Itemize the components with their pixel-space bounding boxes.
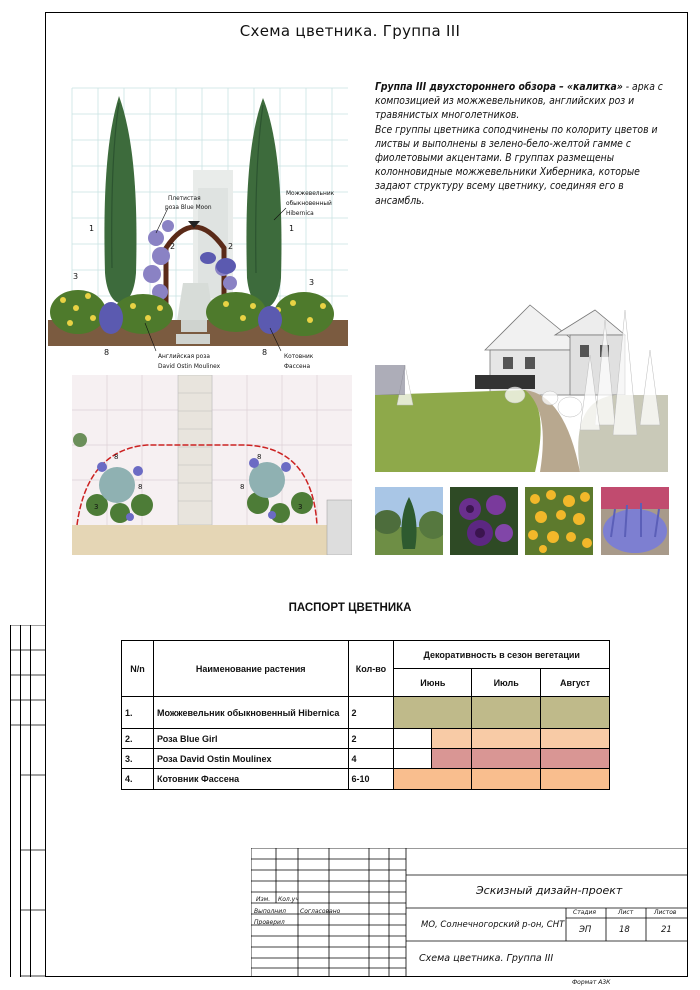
passport-title: ПАСПОРТ ЦВЕТНИКА bbox=[288, 602, 412, 614]
description-lead: Группа III двухстороннего обзора – «калитка» bbox=[375, 81, 623, 93]
season-july-cell bbox=[472, 749, 541, 769]
photo-cotoneaster bbox=[601, 487, 669, 555]
stamp-list: 18 bbox=[619, 925, 630, 935]
header-season: Декоративность в сезон вегетации bbox=[394, 641, 610, 669]
description-paragraph: Все группы цветника соподчинены по колориту цветов и листвы и выполнены в зелено-бело-желтой гамме с фиолетовыми акцентами. В группах размещены колонновидные можжевельники Хиберника, которые задают структуру всему цветнику, соединяя его в ансамбль. bbox=[375, 123, 658, 207]
label-cotoneaster: Котовник bbox=[284, 352, 314, 360]
number-1-left: 1 bbox=[89, 224, 95, 233]
row-name: Роза David Ostin Moulinex bbox=[153, 749, 348, 769]
number-8-right: 8 bbox=[262, 348, 268, 357]
season-july-cell bbox=[472, 729, 541, 749]
page-title: Схема цветника. Группа III bbox=[239, 22, 461, 40]
elevation-view bbox=[48, 78, 350, 370]
number-1-right: 1 bbox=[289, 224, 295, 233]
number-3-right: 3 bbox=[309, 278, 315, 287]
garden-render bbox=[375, 295, 668, 472]
group-description bbox=[375, 80, 670, 208]
row-num: 2. bbox=[122, 729, 154, 749]
format-label: Формат А3К bbox=[572, 979, 611, 986]
number-2-right: 2 bbox=[228, 242, 234, 251]
label-juniper-2: обыкновенный bbox=[286, 199, 332, 207]
table-row bbox=[122, 697, 610, 729]
season-july-cell bbox=[472, 697, 541, 729]
table-row bbox=[122, 729, 610, 749]
header-num: N/n bbox=[122, 641, 154, 697]
row-name: Котовник Фассена bbox=[153, 769, 348, 790]
photo-juniper bbox=[375, 487, 443, 555]
plan-number-8-a: 8 bbox=[114, 453, 119, 461]
season-june-late-cell bbox=[432, 749, 472, 769]
season-august-cell bbox=[541, 749, 610, 769]
header-qty: Кол-во bbox=[348, 641, 394, 697]
stamp-kol-uch: Кол.уч bbox=[278, 896, 299, 903]
title-block bbox=[251, 848, 688, 977]
header-name: Наименование растения bbox=[153, 641, 348, 697]
plan-number-8-b: 8 bbox=[257, 453, 262, 461]
stamp-list-label: Лист bbox=[618, 909, 634, 916]
label-juniper: Можжевельник bbox=[286, 189, 335, 197]
stamp-soglasovano: Согласовано bbox=[300, 908, 341, 915]
number-3-left: 3 bbox=[73, 272, 79, 281]
header-august: Август bbox=[541, 669, 610, 697]
row-num: 3. bbox=[122, 749, 154, 769]
label-english-rose-2: David Ostin Moulinex bbox=[158, 362, 221, 370]
table-row bbox=[122, 749, 610, 769]
photo-rose-blue-girl bbox=[450, 487, 518, 555]
season-august-cell bbox=[541, 769, 610, 790]
row-num: 4. bbox=[122, 769, 154, 790]
side-title-strip bbox=[10, 625, 45, 977]
label-climbing-rose-2: роза Blue Moon bbox=[165, 203, 212, 211]
label-climbing-rose: Плетистая bbox=[168, 194, 201, 202]
row-qty: 6-10 bbox=[348, 769, 394, 790]
stamp-proveril: Проверил bbox=[254, 919, 285, 926]
photo-rose-moulinex bbox=[525, 487, 593, 555]
plan-number-8-d: 8 bbox=[240, 483, 245, 491]
number-8-left: 8 bbox=[104, 348, 110, 357]
row-name: Можжевельник обыкновенный Hibernica bbox=[153, 697, 348, 729]
row-qty: 4 bbox=[348, 749, 394, 769]
season-june-late-cell bbox=[432, 729, 472, 749]
stamp-stadia: ЭП bbox=[579, 925, 592, 935]
header-july: Июль bbox=[472, 669, 541, 697]
season-june-early-cell bbox=[394, 749, 432, 769]
season-june-cell bbox=[394, 697, 472, 729]
row-name: Роза Blue Girl bbox=[153, 729, 348, 749]
stamp-vypolnil: Выполнил bbox=[254, 908, 286, 915]
stamp-listov-label: Листов bbox=[654, 909, 677, 916]
stamp-listov: 21 bbox=[661, 925, 672, 935]
header-june: Июнь bbox=[394, 669, 472, 697]
stamp-location: МО, Солнечногорский р-он, СНТ bbox=[421, 920, 565, 930]
label-juniper-3: Hibernica bbox=[286, 209, 314, 217]
number-2-left: 2 bbox=[170, 242, 176, 251]
stamp-project: Эскизный дизайн-проект bbox=[476, 884, 623, 897]
stamp-sheet-title: Схема цветника. Группа III bbox=[419, 953, 554, 964]
season-august-cell bbox=[541, 697, 610, 729]
row-qty: 2 bbox=[348, 697, 394, 729]
season-june-early-cell bbox=[394, 729, 432, 749]
description-lead-rest: - арка с композицией из можжевельников, английских роз и травянистых многолетников. bbox=[375, 81, 663, 122]
stamp-izm: Изм. bbox=[256, 896, 271, 903]
row-qty: 2 bbox=[348, 729, 394, 749]
label-english-rose: Английская роза bbox=[158, 352, 210, 360]
season-august-cell bbox=[541, 729, 610, 749]
row-num: 1. bbox=[122, 697, 154, 729]
season-july-cell bbox=[472, 769, 541, 790]
label-cotoneaster-2: Фассена bbox=[284, 362, 311, 370]
passport-table bbox=[121, 640, 610, 790]
stamp-stadia-label: Стадия bbox=[573, 909, 597, 916]
plan-view bbox=[72, 375, 352, 555]
plan-number-3-a: 3 bbox=[94, 503, 99, 511]
plan-number-3-b: 3 bbox=[298, 503, 303, 511]
plan-number-8-c: 8 bbox=[138, 483, 143, 491]
table-row bbox=[122, 769, 610, 790]
season-june-cell bbox=[394, 769, 472, 790]
